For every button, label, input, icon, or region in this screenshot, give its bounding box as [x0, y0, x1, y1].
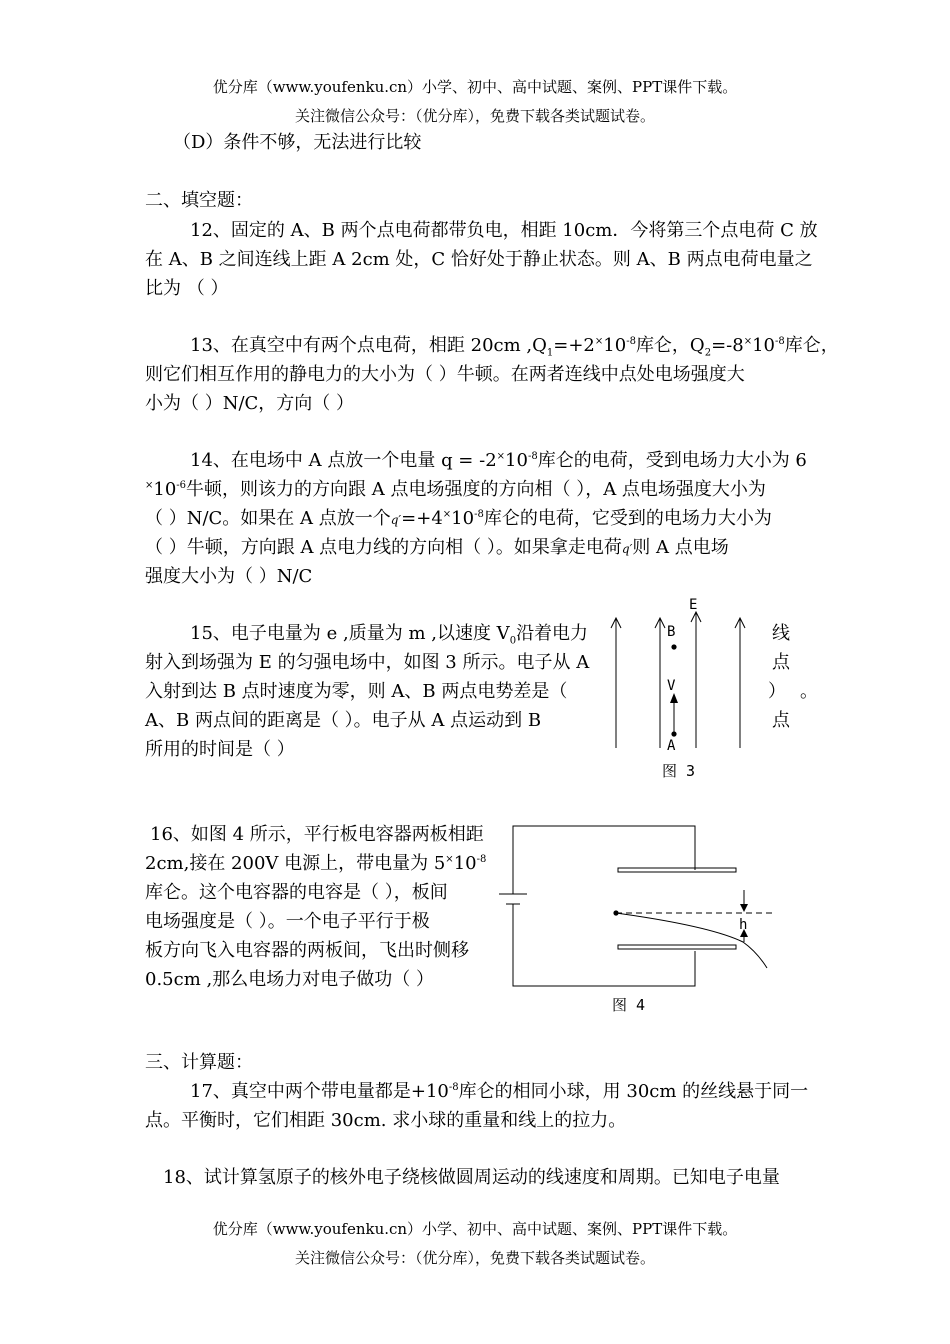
q14-line-1	[190, 446, 807, 475]
q14-text-3e: 10	[451, 508, 475, 529]
q16-text-2c: 10	[453, 853, 477, 874]
point-a	[671, 731, 676, 736]
q14-times-3: ×	[442, 509, 452, 520]
q15-right-4: 点	[772, 710, 790, 731]
q16-text-2a: 2cm,接在 200V 电源上，带电量为 5	[145, 853, 446, 874]
q15-right-3b: 。	[800, 681, 818, 702]
section-3-title: 三、计算题：	[145, 1052, 253, 1073]
header-line-2: 关注微信公众号：（优分库），免费下载各类试题试卷。	[294, 107, 655, 125]
q14-exp-2: -6	[176, 480, 187, 491]
q15-text-c: 沿着电力	[516, 623, 589, 644]
q13-times-1: ×	[594, 336, 604, 347]
q14-exp-1: -8	[527, 451, 538, 462]
label-b: B	[667, 624, 676, 640]
q17-text-c: 库仑的相同小球，用 30cm 的丝线悬于同一	[458, 1081, 809, 1102]
q14-times-2: ×	[145, 480, 154, 491]
electron-entry-point	[613, 910, 618, 915]
q13-text-c: =+2	[553, 335, 595, 356]
q13-text-i: =-8	[711, 335, 744, 356]
q14-text-3a: （ ）N/C。如果在 A 点放一个	[145, 508, 391, 529]
footer-line-2: 关注微信公众号：（优分库），免费下载各类试题试卷。	[294, 1249, 655, 1267]
q13-line-3: 小为（ ）N/C，方向（ ）	[145, 393, 355, 414]
label-a: A	[667, 738, 676, 754]
q13-exp-1: -8	[626, 336, 636, 347]
q13-sub-1: 1	[546, 347, 554, 359]
q13-line-2: 则它们相互作用的静电力的大小为（ ）牛顿。在两者连线中点处电场强度大	[145, 364, 745, 385]
label-e: E	[689, 597, 698, 613]
q14-text-c: 10	[505, 450, 528, 471]
q13-text-a: 13、在真空中有两个点电荷，相距 20cm ,Q	[190, 335, 547, 356]
q16-line-3: 库仑。这个电容器的电容是（ ），板间	[145, 882, 448, 903]
q17-text-a: 17、真空中两个带电量都是+10	[190, 1081, 449, 1102]
q15-line-1	[190, 619, 588, 648]
q17-exp: -8	[448, 1082, 459, 1093]
q14-text-4a: （ ）牛顿，方向跟 A 点电力线的方向相（ ）。如果拿走电荷	[145, 537, 622, 558]
q14-text-a: 14、在电场中 A 点放一个电量 q = -2	[190, 450, 497, 471]
figure-4-caption: 图 4	[612, 996, 646, 1014]
h-arrow-top-head	[740, 904, 748, 912]
q12-line-1: 12、固定的 A、B 两个点电荷都带负电，相距 10cm．今将第三个点电荷 C 放	[190, 220, 818, 241]
q17-line-1	[190, 1077, 808, 1106]
q16-line-6: 0.5cm ,那么电场力对电子做功（ ）	[145, 969, 434, 990]
q12-line-3: 比为 （ ）	[145, 278, 229, 299]
velocity-arrow-head	[670, 693, 678, 703]
q14-text-3c: =+4	[401, 508, 443, 529]
q14-text-4c: 则 A 点电场	[632, 537, 729, 558]
q13-text-k: 10	[752, 335, 775, 356]
q18-line-1: 18、试计算氢原子的核外电子绕核做圆周运动的线速度和周期。已知电子电量	[163, 1167, 780, 1188]
q14-qprime-2: q′	[621, 542, 633, 556]
q14-text-2b: 10	[153, 479, 177, 500]
q14-text-2d: 牛顿，则该力的方向跟 A 点电场强度的方向相（ ），A 点电场强度大小为	[186, 479, 766, 500]
q16-line-4: 电场强度是（ ）。一个电子平行于极	[145, 911, 430, 932]
q15-text-a: 15、电子电量为 e ,质量为 m ,以速度 V	[190, 623, 510, 644]
q13-line-1	[190, 331, 839, 360]
q15-line-4: A、B 两点间的距离是（ ）。电子从 A 点运动到 B	[145, 710, 542, 731]
q17-line-2: 点。平衡时，它们相距 30cm. 求小球的重量和线上的拉力。	[145, 1110, 627, 1131]
header-line-1: 优分库（www.youfenku.cn）小学、初中、高中试题、案例、PPT课件下载。	[212, 78, 738, 96]
q15-right-1: 线	[772, 623, 790, 644]
q16-times: ×	[445, 854, 454, 865]
point-b	[671, 644, 676, 649]
section-2-title: 二、填空题：	[145, 190, 253, 211]
q16-exp: -8	[476, 854, 487, 865]
q16-line-1: 16、如图 4 所示，平行板电容器两板相距	[150, 824, 484, 845]
footer-line-1: 优分库（www.youfenku.cn）小学、初中、高中试题、案例、PPT课件下载。	[212, 1220, 738, 1238]
q12-line-2: 在 A、B 之间连线上距 A 2cm 处，C 恰好处于静止状态。则 A、B 两点电荷电量之	[145, 249, 813, 270]
q13-sub-2: 2	[704, 347, 712, 359]
capacitor-bottom-plate	[618, 945, 736, 949]
figure-3-caption: 图 3	[662, 762, 696, 780]
q13-text-g: 库仑，Q	[635, 335, 705, 356]
q14-exp-3: -8	[474, 509, 484, 520]
q15-line-3: 入射到达 B 点时速度为零，则 A、B 两点电势差是（	[145, 681, 568, 702]
q16-line-5: 板方向飞入电容器的两板间，飞出时侧移	[145, 940, 469, 961]
q13-text-m: 库仑，	[784, 335, 839, 356]
label-v: V	[667, 678, 676, 694]
q15-line-5: 所用的时间是（ ）	[145, 739, 295, 760]
q14-line-2	[145, 475, 766, 504]
q14-times-1: ×	[496, 451, 506, 462]
q14-line-4	[145, 533, 729, 564]
capacitor-top-plate	[618, 868, 736, 872]
q13-times-2: ×	[743, 336, 753, 347]
option-d: （D）条件不够，无法进行比较	[173, 132, 422, 153]
figure-4	[495, 818, 785, 1020]
label-h: h	[739, 917, 748, 933]
q16-line-2	[145, 849, 486, 878]
q14-text-e: 库仑的电荷，受到电场力大小为 6	[537, 450, 807, 471]
q15-line-2: 射入到场强为 E 的匀强电场中，如图 3 所示。电子从 A	[145, 652, 590, 673]
q14-line-5: 强度大小为（ ）N/C	[145, 566, 313, 587]
q14-qprime-1: q′	[390, 513, 402, 527]
circuit-top-wire	[513, 826, 695, 894]
q15-sub-0: 0	[509, 635, 517, 647]
q13-exp-2: -8	[775, 336, 785, 347]
q13-text-e: 10	[603, 335, 627, 356]
q15-right-2: 点	[772, 652, 790, 673]
q15-right-3a: ）	[768, 681, 786, 702]
figure-3	[600, 592, 770, 784]
q14-text-3g: 库仑的电荷，它受到的电场力大小为	[483, 508, 772, 529]
q14-line-3	[145, 504, 772, 535]
